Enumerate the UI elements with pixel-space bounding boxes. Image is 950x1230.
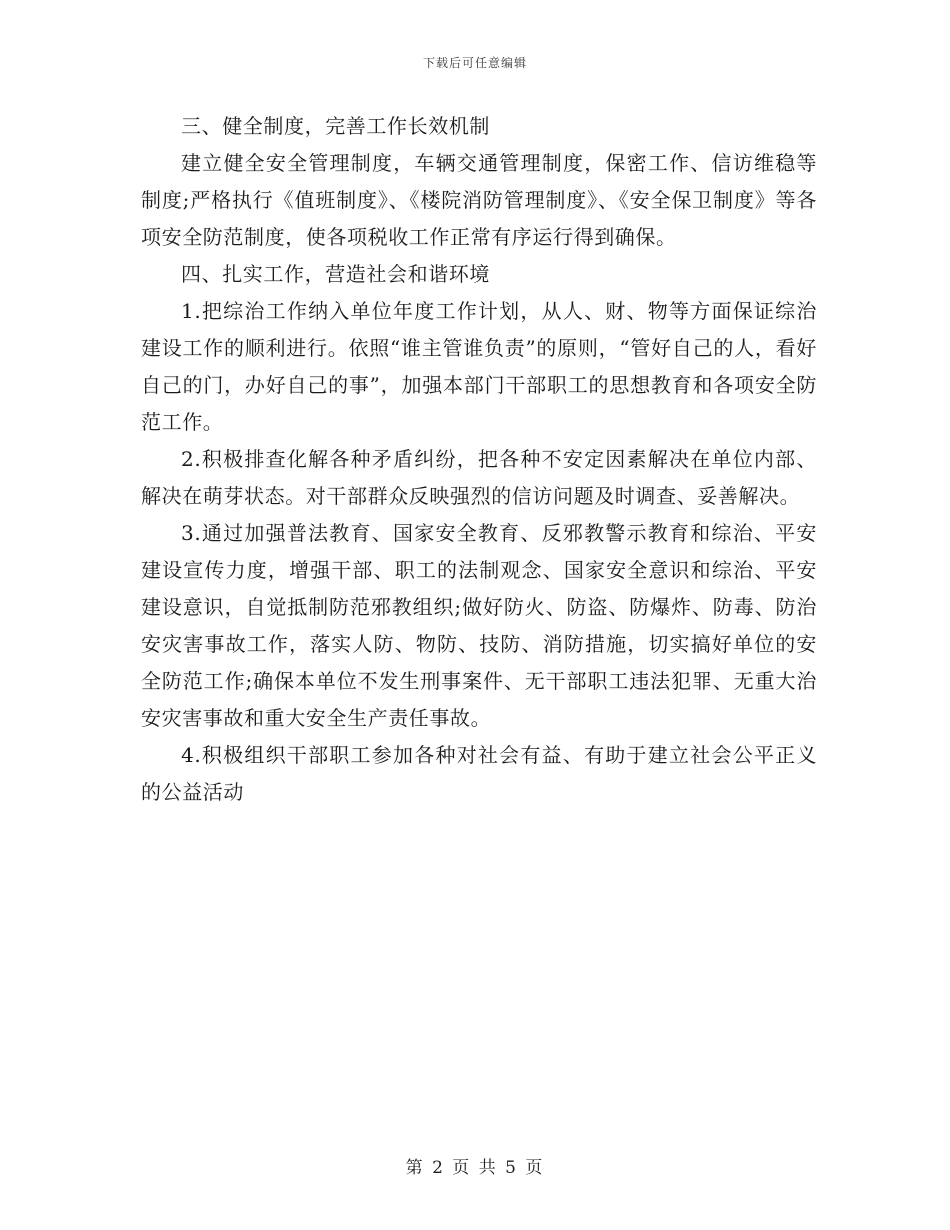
section-3-heading: 三、健全制度，完善工作长效机制 <box>181 114 490 138</box>
section-4-item-2: 2.积极排查化解各种矛盾纠纷，把各种不安定因素解决在单位内部、解决在萌芽状态。对干部群众反映强烈的信访问题及时调查、妥善解决。 <box>141 447 817 508</box>
document-body <box>141 108 817 811</box>
section-4-heading: 四、扎实工作，营造社会和谐环境 <box>181 262 490 286</box>
section-4-item-3: 3.通过加强普法教育、国家安全教育、反邪教警示教育和综治、平安建设宣传力度，增强干部、职工的法制观念、国家安全意识和综治、平安建设意识，自觉抵制防范邪教组织;做好防火、防盗、防爆炸、防毒、防治安灾害事故工作，落实人防、物防、技防、消防措施，切实搞好单位的安全防范工作;确保本单位不发生刑事案件、无干部职工违法犯罪、无重大治安灾害事故和重大安全生产责任事故。 <box>141 521 817 730</box>
section-3-paragraph: 建立健全安全管理制度，车辆交通管理制度，保密工作、信访维稳等制度;严格执行《值班制度》、《楼院消防管理制度》、《安全保卫制度》等各项安全防范制度，使各项税收工作正常有序运行得到确保。 <box>141 151 817 249</box>
section-4-item-4: 4.积极组织干部职工参加各种对社会有益、有助于建立社会公平正义的公益活动 <box>141 743 817 804</box>
header-note: 下载后可任意编辑 <box>422 56 527 70</box>
section-4-item-1: 1.把综治工作纳入单位年度工作计划，从人、财、物等方面保证综治建设工作的顺利进行。依照“谁主管谁负责”的原则，“管好自己的人，看好自己的门，办好自己的事”，加强本部门干部职工的思想教育和各项安全防范工作。 <box>141 299 817 434</box>
page-number: 第 2 页 共 5 页 <box>405 1158 545 1178</box>
